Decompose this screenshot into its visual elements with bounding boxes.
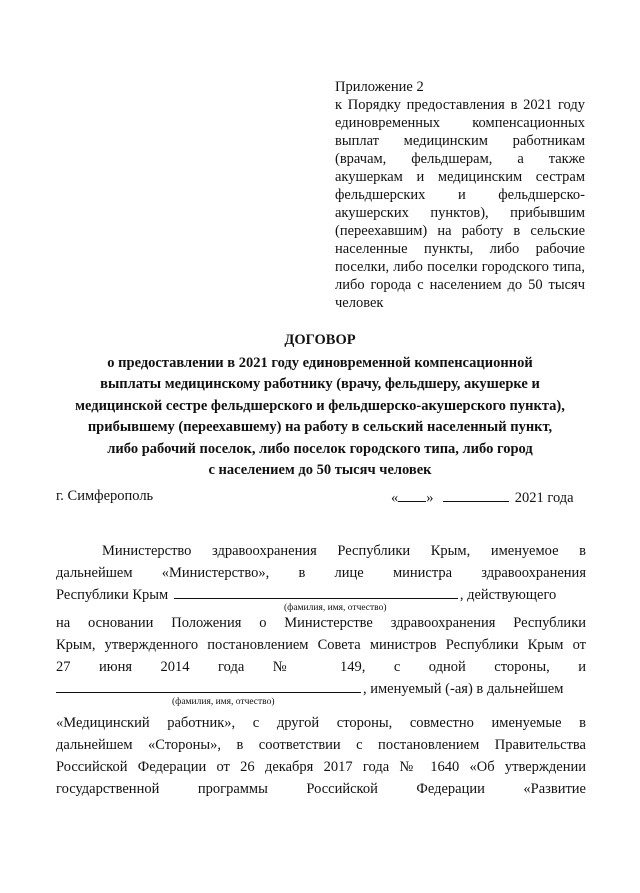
body-line: Крым, утвержденного постановлением Совета министров Республики Крым от [56, 637, 586, 653]
contract-title [50, 330, 590, 482]
appendix-line: человек [335, 295, 384, 311]
body-line: дальнейшем «Министерство», в лице министра здравоохранения [56, 565, 586, 581]
field-hint: (фамилия, имя, отчество) [284, 603, 387, 613]
title-heading: ДОГОВОР [284, 332, 356, 348]
appendix-header [335, 78, 585, 312]
appendix-line: (врачам, фельдшерам, а также [335, 151, 585, 167]
body-text: , действующего [459, 587, 557, 603]
month-blank[interactable] [443, 488, 509, 502]
title-line: медицинской сестре фельдшерского и фельдшерско-акушерского пункта), [75, 397, 565, 414]
body-line: Российской Федерации от 26 декабря 2017 года № 1640 «Об утверждении [56, 759, 586, 775]
title-line: прибывшему (переехавшему) на работу в сельский населенный пункт, [87, 419, 553, 435]
body-line: дальнейшем «Стороны», в соответствии с постановлением Правительства [56, 737, 586, 753]
appendix-line: выплат медицинским работникам [335, 133, 585, 149]
contract-body [56, 540, 586, 800]
city-name: г. Симферополь [56, 488, 154, 504]
appendix-line: (переехавшим) на работу в сельские [335, 223, 585, 239]
appendix-line: фельдшерских и фельдшерско- [335, 187, 585, 203]
appendix-line: единовременных компенсационных [335, 115, 585, 131]
appendix-line: акушеркам и медицинским сестрам [335, 169, 585, 185]
appendix-line: населенные пункты, либо рабочие [335, 241, 585, 257]
appendix-line: либо города с населением до 50 тысяч [335, 277, 585, 293]
day-blank[interactable] [398, 488, 426, 502]
worker-name-blank[interactable] [56, 678, 361, 693]
body-line: Министерство здравоохранения Республики Крым, именуемое в [102, 543, 586, 559]
body-line: на основании Положения о Министерстве здравоохранения Республики [56, 615, 586, 631]
body-text: , именуемый (-ая) в дальнейшем [363, 681, 564, 697]
body-line: государственной программы Российской Федерации «Развитие [56, 781, 586, 797]
contract-date [391, 488, 574, 507]
appendix-number: Приложение 2 [335, 79, 424, 95]
appendix-line: к Порядку предоставления в 2021 году [335, 97, 585, 113]
title-line: с населением до 50 тысяч человек [208, 462, 432, 478]
body-line: «Медицинский работник», с другой стороны, совместно именуемые в [56, 715, 586, 731]
body-text: Республики Крым [56, 587, 169, 603]
minister-name-blank[interactable] [174, 584, 458, 599]
title-line: выплаты медицинскому работнику (врачу, фельдшеру, акушерке и [100, 376, 540, 392]
appendix-line: акушерских пунктов), прибывшим [335, 205, 585, 221]
year-text: 2021 года [514, 490, 574, 506]
quote-open: « [391, 490, 399, 506]
body-line: 27 июня 2014 года № 149, с одной стороны, и [56, 659, 586, 675]
body-line [56, 678, 586, 700]
title-line: о предоставлении в 2021 году единовременной компенсационной [107, 354, 533, 371]
title-line: либо рабочий поселок, либо поселок городского типа, либо город [107, 440, 533, 457]
appendix-line: поселки, либо поселки городского типа, [335, 259, 585, 275]
field-hint: (фамилия, имя, отчество) [172, 697, 275, 707]
quote-close: » [426, 490, 434, 506]
